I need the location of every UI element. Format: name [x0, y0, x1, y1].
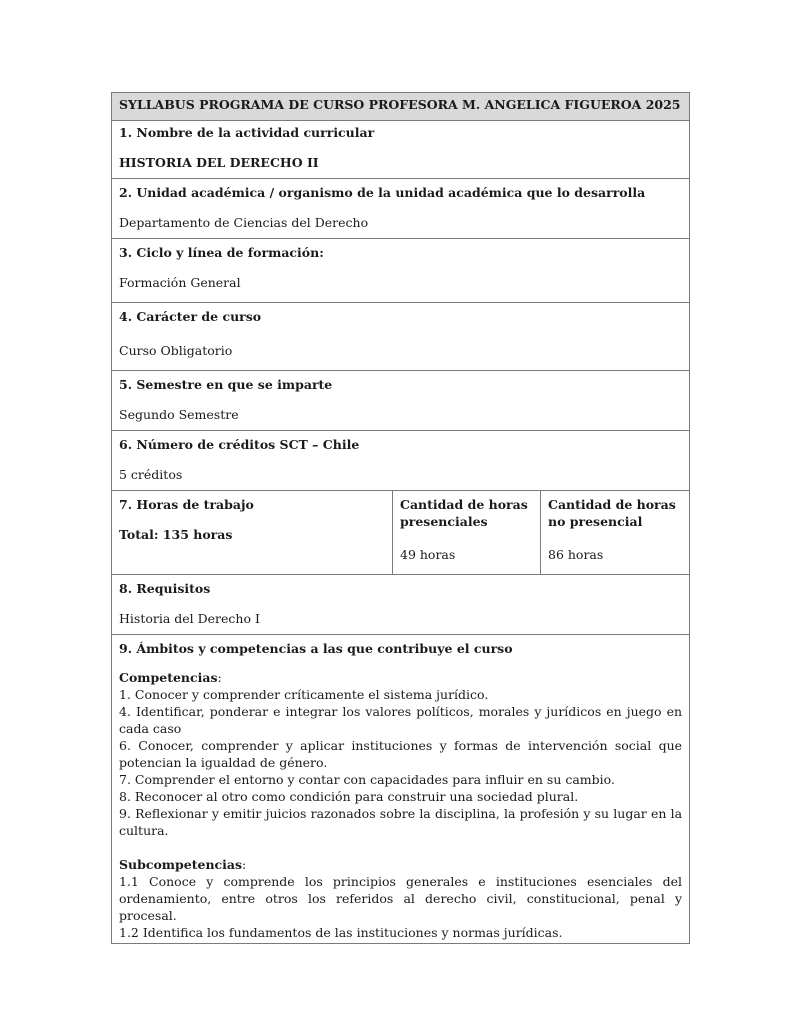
- unit-heading: 2. Unidad académica / organismo de la unidad académica que lo desarrolla: [119, 185, 646, 200]
- cycle-heading: 3. Ciclo y línea de formación:: [119, 245, 324, 260]
- unit-value: Departamento de Ciencias del Derecho: [119, 215, 369, 230]
- hours-presencial-value: 49 horas: [400, 547, 456, 562]
- subcompetencies-label: Subcompetencias: [119, 857, 243, 872]
- hours-heading: 7. Horas de trabajo: [119, 497, 254, 512]
- title-row: [112, 93, 690, 121]
- cycle-row: [112, 239, 690, 303]
- hours-no-presencial-value: 86 horas: [548, 547, 604, 562]
- colon: :: [242, 857, 247, 872]
- hours-no-presencial-label: Cantidad de horas no presencial: [548, 497, 676, 529]
- hours-total: Total: 135 horas: [119, 527, 233, 542]
- competency-item: 6. Conocer, comprender y aplicar instituciones y formas de intervención social que potencian la igualdad de género.: [119, 738, 683, 770]
- hours-row: [112, 491, 690, 575]
- syllabus-table: [111, 92, 690, 944]
- character-heading: 4. Carácter de curso: [119, 309, 262, 324]
- competencies-row: [112, 635, 690, 944]
- competency-item: 9. Reflexionar y emitir juicios razonados sobre la disciplina, la profesión y su lugar en la cultura.: [119, 806, 683, 838]
- colon: :: [217, 670, 222, 685]
- hours-total-cell: [112, 491, 393, 575]
- hours-presencial-cell: [393, 491, 541, 575]
- competencies-label: Competencias: [119, 670, 218, 685]
- syllabus-title: SYLLABUS PROGRAMA DE CURSO PROFESORA M. ANGELICA FIGUEROA 2025: [119, 97, 681, 112]
- character-row: [112, 303, 690, 371]
- semester-row: [112, 371, 690, 431]
- competencies-label-line: [119, 669, 682, 686]
- subcompetencies-list: [119, 873, 682, 941]
- credits-row: [112, 431, 690, 491]
- semester-heading: 5. Semestre en que se imparte: [119, 377, 333, 392]
- requirements-row: [112, 575, 690, 635]
- activity-heading: 1. Nombre de la actividad curricular: [119, 125, 375, 140]
- cycle-value: Formación General: [119, 275, 241, 290]
- hours-no-presencial-cell: [541, 491, 690, 575]
- competency-item: 1. Conocer y comprender críticamente el sistema jurídico.: [119, 687, 489, 702]
- credits-value: 5 créditos: [119, 467, 183, 482]
- activity-row: [112, 121, 690, 179]
- requirements-heading: 8. Requisitos: [119, 581, 211, 596]
- competency-item: 8. Reconocer al otro como condición para construir una sociedad plural.: [119, 789, 579, 804]
- requirements-value: Historia del Derecho I: [119, 611, 260, 626]
- hours-presencial-label: Cantidad de horas presenciales: [400, 497, 528, 529]
- subcompetencies-label-line: [119, 856, 682, 873]
- competencies-heading: 9. Ámbitos y competencias a las que contribuye el curso: [119, 641, 513, 656]
- subcompetency-item: 1.1 Conoce y comprende los principios generales e instituciones esenciales del ordenamiento, entre otros los referidos al derecho civil, constitucional, penal y procesal.: [119, 874, 683, 923]
- competency-item: 7. Comprender el entorno y contar con capacidades para influir en su cambio.: [119, 772, 615, 787]
- competencies-list: [119, 686, 682, 839]
- unit-row: [112, 179, 690, 239]
- semester-value: Segundo Semestre: [119, 407, 239, 422]
- credits-heading: 6. Número de créditos SCT – Chile: [119, 437, 360, 452]
- character-value: Curso Obligatorio: [119, 343, 233, 358]
- activity-value: HISTORIA DEL DERECHO II: [119, 155, 319, 170]
- subcompetency-item: 1.2 Identifica los fundamentos de las instituciones y normas jurídicas.: [119, 925, 563, 940]
- competency-item: 4. Identificar, ponderar e integrar los valores políticos, morales y jurídicos en juego en cada caso: [119, 704, 683, 736]
- spacer: [119, 839, 682, 856]
